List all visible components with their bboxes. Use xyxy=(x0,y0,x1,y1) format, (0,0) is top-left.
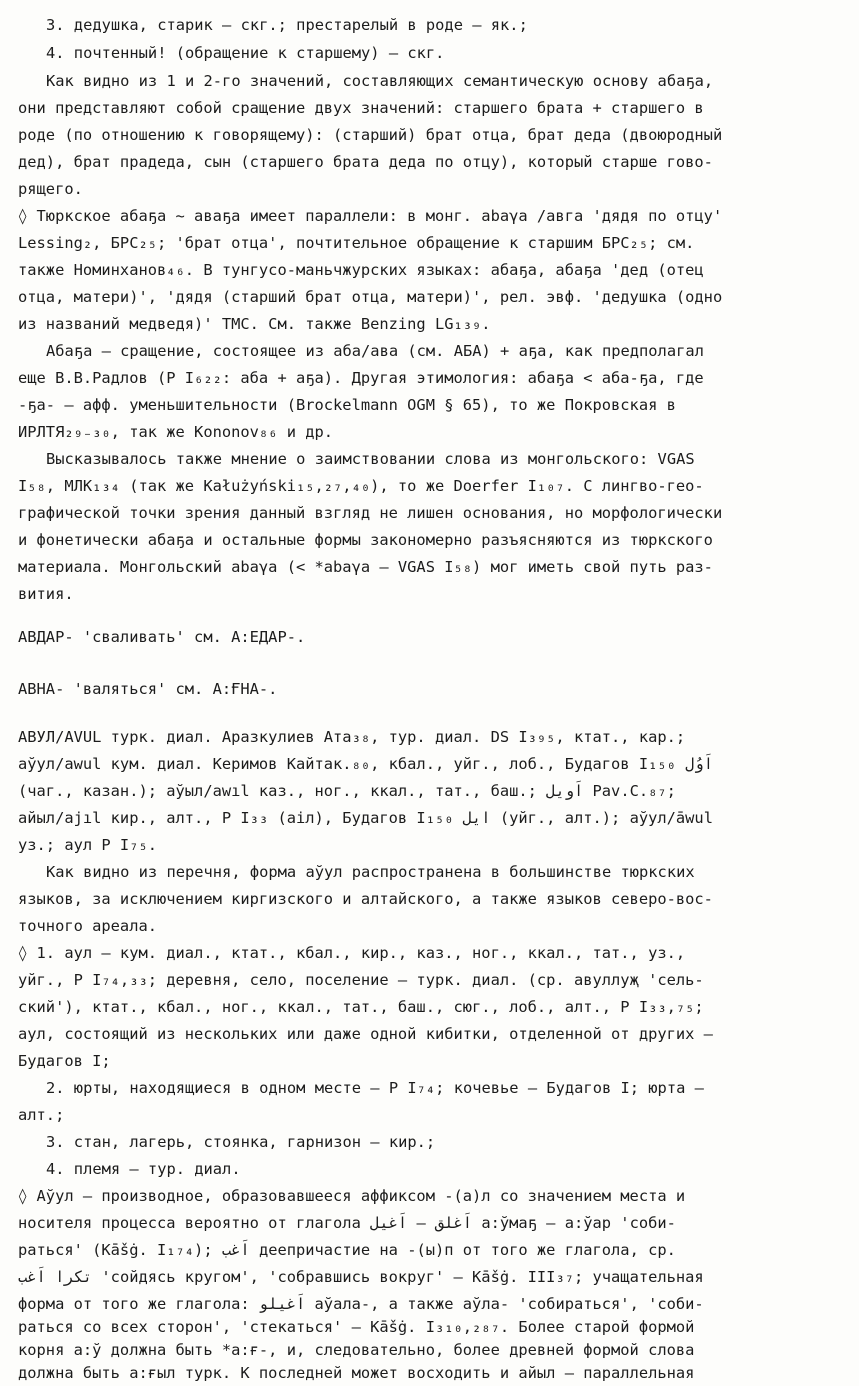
text-line: раться со всех сторон', 'стекаться' – Kāšġ. I₃₁₀,₂₈₇. Более старой формой xyxy=(18,1318,695,1336)
text-line: форма от того же глагола: اَغيلو аўала-, а также аўла- 'собираться', 'соби- xyxy=(18,1295,704,1313)
entry-headword: АВНА- 'валяться' см. А:ҒНА-. xyxy=(18,680,278,698)
text-line: аўул/awul кум. диал. Керимов Кайтак.₈₀, кбал., уйг., лоб., Будагов I₁₅₀ اَوُل xyxy=(18,755,713,773)
text-line: материала. Монгольский abaγa (< *abaγa – VGAS I₅₈) мог иметь свой путь раз- xyxy=(18,558,713,576)
text-line: еще В.В.Радлов (Р I₆₂₂: аба + аҕа). Другая этимология: абаҕа < аба-ҕа, где xyxy=(18,369,704,387)
text-line: корня а:ў должна быть *а:ғ-, и, следовательно, более древней формой слова xyxy=(18,1341,695,1359)
text-line: تكرا اَغب 'сойдясь кругом', 'собравшись вокруг' – Kāšġ. III₃₇; учащательная xyxy=(18,1268,704,1286)
text-line: ◊ Аўул – производное, образовавшееся аффиксом -(а)л со значением места и xyxy=(18,1187,686,1205)
text-line: рящего. xyxy=(18,180,83,198)
text-line: -ҕа- – афф. уменьшительности (Brockelmann OGM § 65), то же Покровская в xyxy=(18,396,676,414)
text-line: носителя процесса вероятно от глагола اَغلق – اَغيل а:ўмаҕ – а:ўар 'соби- xyxy=(18,1214,676,1232)
text-line: ◊ 1. аул – кум. диал., ктат., кбал., кир., каз., ног., ккал., тат., уз., xyxy=(18,944,686,962)
text-line: вития. xyxy=(18,585,74,603)
text-line: уз.; аул Р I₇₅. xyxy=(18,836,157,854)
text-line: из названий медведя)' ТМС. См. также Benzing LG₁₃₉. xyxy=(18,315,491,333)
text-line: 4. племя – тур. диал. xyxy=(46,1160,241,1178)
text-line: роде (по отношению к говорящему): (старший) брат отца, брат деда (двоюродный xyxy=(18,126,723,144)
text-line: отца, матери)', 'дядя (старший брат отца, матери)', рел. эвф. 'дедушка (одно xyxy=(18,288,723,306)
text-line: также Номинханов₄₆. В тунгусо-маньчжурских языках: абаҕа, абаҕа 'дед (отец xyxy=(18,261,704,279)
text-line: аул, состоящий из нескольких или даже одной кибитки, отделенной от других – xyxy=(18,1025,713,1043)
text-line: языков, за исключением киргизского и алтайского, а также языков северо-вос- xyxy=(18,890,713,908)
text-line: и фонетически абаҕа и остальные формы закономерно разъясняются из тюркского xyxy=(18,531,713,549)
text-line: Как видно из 1 и 2-го значений, составляющих семантическую основу абаҕа, xyxy=(46,72,714,90)
text-line: раться' (Kāšġ. I₁₇₄); اَغب деепричастие на -(ы)п от того же глагола, ср. xyxy=(18,1241,676,1259)
text-line: (чаг., казан.); аўыл/awıl каз., ног., ккал., тат., баш.; اَويل Pav.C.₈₇; xyxy=(18,782,676,800)
text-line: 3. дедушка, старик – скг.; престарелый в роде – як.; xyxy=(46,16,528,34)
text-line: графической точки зрения данный взгляд не лишен основания, но морфологически xyxy=(18,504,723,522)
text-line: Как видно из перечня, форма аўул распространена в большинстве тюркских xyxy=(46,863,695,881)
entry-headword: АВДАР- 'сваливать' см. А:ЕДАР-. xyxy=(18,628,306,646)
text-line: должна быть а:ғыл турк. К последней может восходить и айыл – параллельная xyxy=(18,1364,695,1382)
text-line: Абаҕа – сращение, состоящее из аба/ава (см. АБА) + аҕа, как предполагал xyxy=(46,342,704,360)
text-line: 2. юрты, находящиеся в одном месте – Р I₇₄; кочевье – Будагов I; юрта – xyxy=(46,1079,704,1097)
text-line: алт.; xyxy=(18,1106,65,1124)
entry-headword: АВУЛ/AVUL турк. диал. Аразкулиев Ата₃₈, тур. диал. DS I₃₉₅, ктат., кар.; xyxy=(18,728,686,746)
text-line: ◊ Тюркское абаҕа ~ аваҕа имеет параллели: в монг. abaγa /авга 'дядя по отцу' xyxy=(18,207,723,225)
text-line: уйг., Р I₇₄,₃₃; деревня, село, поселение – турк. диал. (ср. авуллуҗ 'сель- xyxy=(18,971,704,989)
text-line: 3. стан, лагерь, стоянка, гарнизон – кир.; xyxy=(46,1133,436,1151)
text-line: точного ареала. xyxy=(18,917,157,935)
text-line: айыл/ajıl кир., алт., Р I₃₃ (аіл), Будагов I₁₅₀ ايل (уйг., алт.); аўул/āwul xyxy=(18,809,713,827)
text-line: Высказывалось также мнение о заимствовании слова из монгольского: VGAS xyxy=(46,450,695,468)
text-line: они представляют собой сращение двух значений: старшего брата + старшего в xyxy=(18,99,704,117)
text-line: I₅₈, МЛК₁₃₄ (так же Kałużyński₁₅,₂₇,₄₀), то же Doerfer I₁₀₇. С лингво-гео- xyxy=(18,477,704,495)
text-line: дед), брат прадеда, сын (старшего брата деда по отцу), который старше гово- xyxy=(18,153,713,171)
text-line: ский'), ктат., кбал., ног., ккал., тат., баш., сюг., лоб., алт., Р I₃₃,₇₅; xyxy=(18,998,704,1016)
text-line: 4. почтенный! (обращение к старшему) – скг. xyxy=(46,44,445,62)
text-line: ИРЛТЯ₂₉₋₃₀, так же Kononov₈₆ и др. xyxy=(18,423,334,441)
text-line: Lessing₂, БРС₂₅; 'брат отца', почтительное обращение к старшим БРС₂₅; см. xyxy=(18,234,695,252)
text-line: Будагов I; xyxy=(18,1052,111,1070)
